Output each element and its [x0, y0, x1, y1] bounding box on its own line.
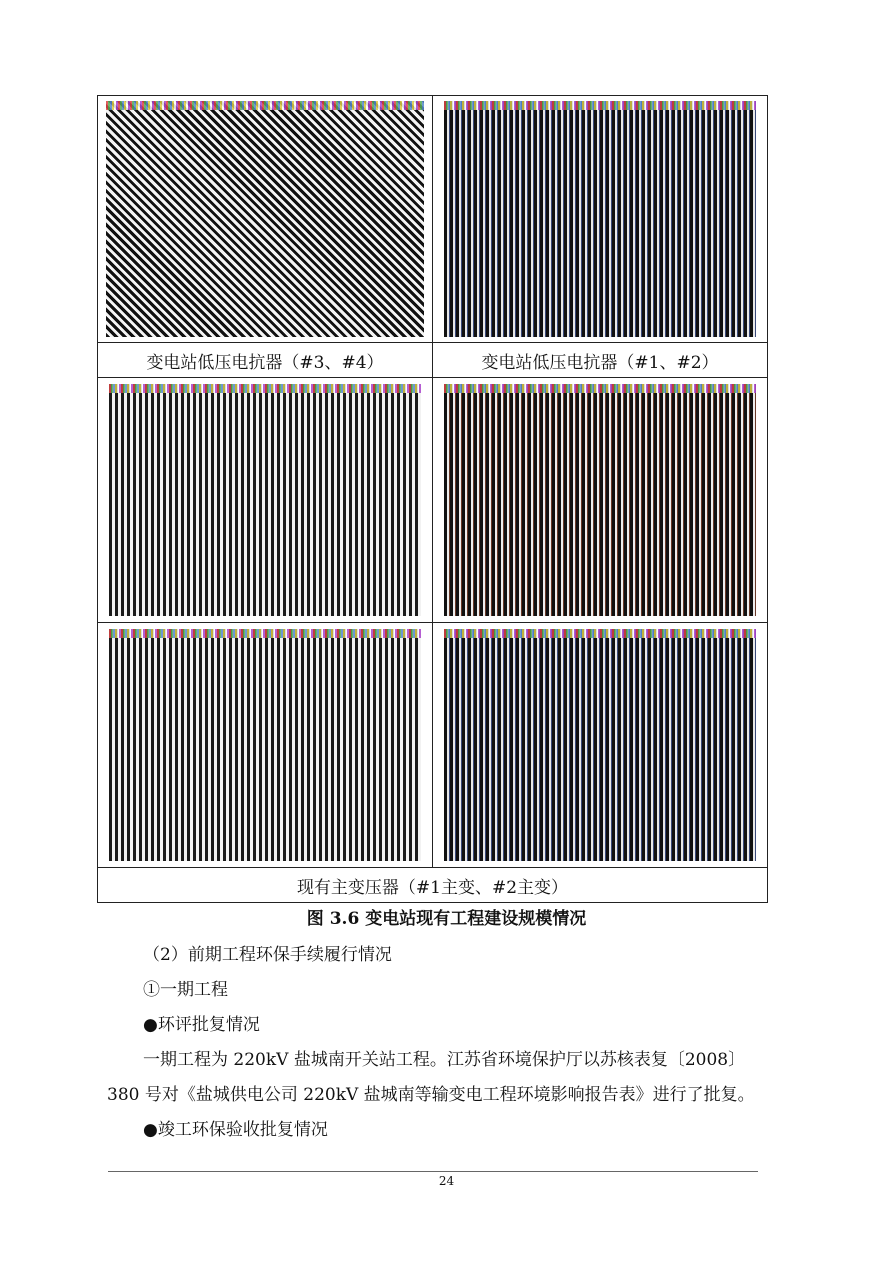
reactor-34-photo: [106, 101, 424, 337]
bullet-eia-approval: ●环评批复情况: [143, 1015, 260, 1035]
photo-cell-reactor-34: [98, 96, 433, 343]
footer-divider: [108, 1171, 758, 1172]
subsection-heading: ①一期工程: [143, 980, 228, 1000]
figure-title: 图 3.6 变电站现有工程建设规模情况: [306, 909, 587, 929]
section-heading: （2）前期工程环保手续履行情况: [143, 945, 392, 965]
caption-reactor-34: 变电站低压电抗器（#3、#4）: [98, 343, 433, 378]
paragraph-line-1: 一期工程为 220kV 盐城南开关站工程。江苏省环境保护厅以苏核表复〔2008〕: [143, 1050, 746, 1070]
page-number: 24: [438, 1174, 455, 1188]
photo-cell-transformer-2: [433, 378, 768, 623]
transformer-photo-3: [109, 629, 421, 861]
caption-main-transformer: 现有主变压器（#1主变、#2主变）: [98, 868, 768, 903]
transformer-photo-1: [109, 384, 421, 616]
transformer-photo-2: [444, 384, 756, 616]
photo-cell-transformer-3: [98, 623, 433, 868]
transformer-photo-4: [444, 629, 756, 861]
bullet-acceptance-approval: ●竣工环保验收批复情况: [143, 1120, 328, 1140]
figure-table: [97, 95, 768, 903]
paragraph-line-2: 380 号对《盐城供电公司 220kV 盐城南等输变电工程环境影响报告表》进行了批复。: [107, 1085, 755, 1105]
photo-cell-transformer-1: [98, 378, 433, 623]
caption-reactor-12: 变电站低压电抗器（#1、#2）: [433, 343, 768, 378]
photo-cell-reactor-12: [433, 96, 768, 343]
photo-cell-transformer-4: [433, 623, 768, 868]
reactor-12-photo: [444, 101, 756, 337]
